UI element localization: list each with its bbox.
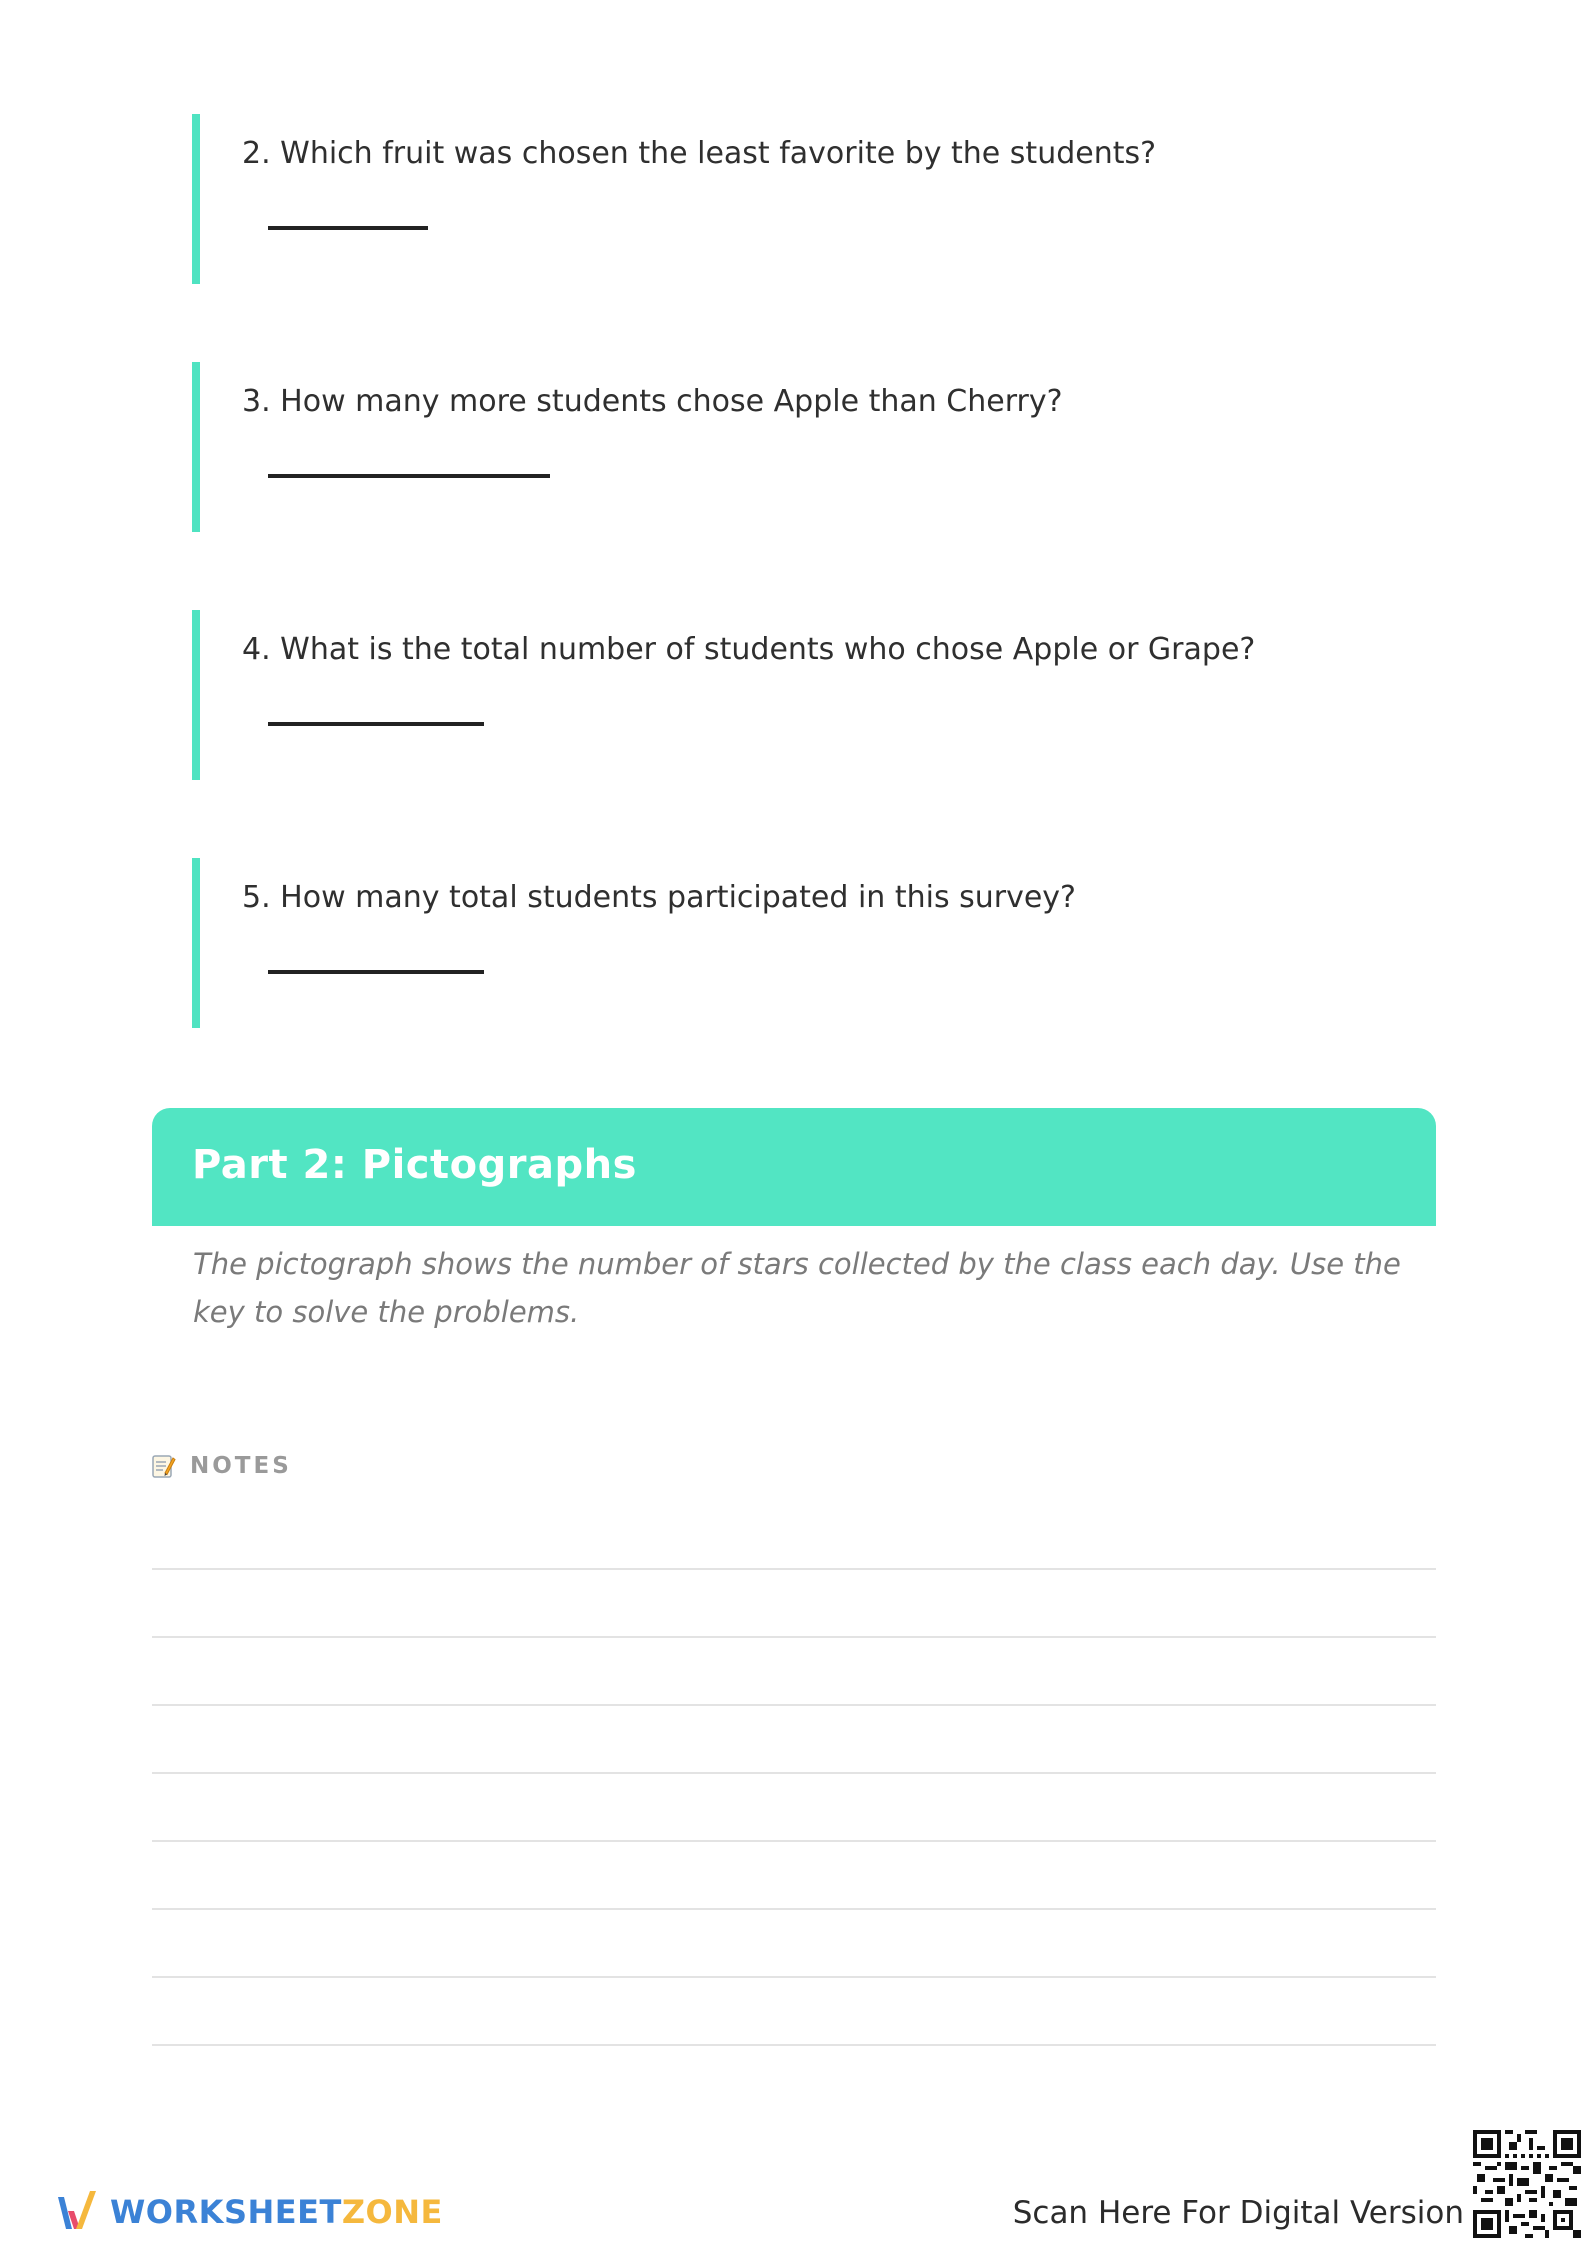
note-line[interactable] bbox=[152, 1636, 1436, 1638]
note-line[interactable] bbox=[152, 1840, 1436, 1842]
question-text: 2. Which fruit was chosen the least favorite by the students? bbox=[242, 136, 1157, 171]
question-text: 5. How many total students participated in this survey? bbox=[242, 880, 1076, 915]
memo-icon bbox=[152, 1453, 176, 1479]
logo-icon bbox=[56, 2185, 96, 2239]
section-description: The pictograph shows the number of stars collected by the class each day. Use the key to solve the problems. bbox=[193, 1247, 1401, 1329]
question-block-5 bbox=[192, 858, 1432, 1028]
section-header bbox=[152, 1108, 1436, 1226]
answer-blank[interactable] bbox=[268, 474, 550, 478]
question-block-3 bbox=[192, 362, 1432, 532]
answer-blank[interactable] bbox=[268, 722, 484, 726]
brand-part2: ZONE bbox=[341, 2193, 443, 2231]
answer-blank[interactable] bbox=[268, 226, 428, 230]
question-block-4 bbox=[192, 610, 1432, 780]
brand-logo bbox=[56, 2184, 443, 2240]
note-line[interactable] bbox=[152, 1908, 1436, 1910]
question-block-2 bbox=[192, 114, 1432, 284]
note-line[interactable] bbox=[152, 1568, 1436, 1570]
answer-blank[interactable] bbox=[268, 970, 484, 974]
notes-label bbox=[152, 1450, 292, 1482]
note-line[interactable] bbox=[152, 1976, 1436, 1978]
question-text: 4. What is the total number of students who chose Apple or Grape? bbox=[242, 632, 1256, 667]
note-line[interactable] bbox=[152, 2044, 1436, 2046]
brand-part1: WORKSHEET bbox=[110, 2193, 342, 2231]
note-line[interactable] bbox=[152, 1704, 1436, 1706]
scan-text: Scan Here For Digital Version bbox=[1012, 2195, 1464, 2231]
question-text: 3. How many more students chose Apple than Cherry? bbox=[242, 384, 1063, 419]
section-title: Part 2: Pictographs bbox=[192, 1142, 637, 1188]
note-line[interactable] bbox=[152, 1772, 1436, 1774]
brand-name bbox=[110, 2193, 443, 2231]
qr-code-icon[interactable] bbox=[1473, 2130, 1581, 2238]
notes-text: NOTES bbox=[190, 1453, 292, 1479]
